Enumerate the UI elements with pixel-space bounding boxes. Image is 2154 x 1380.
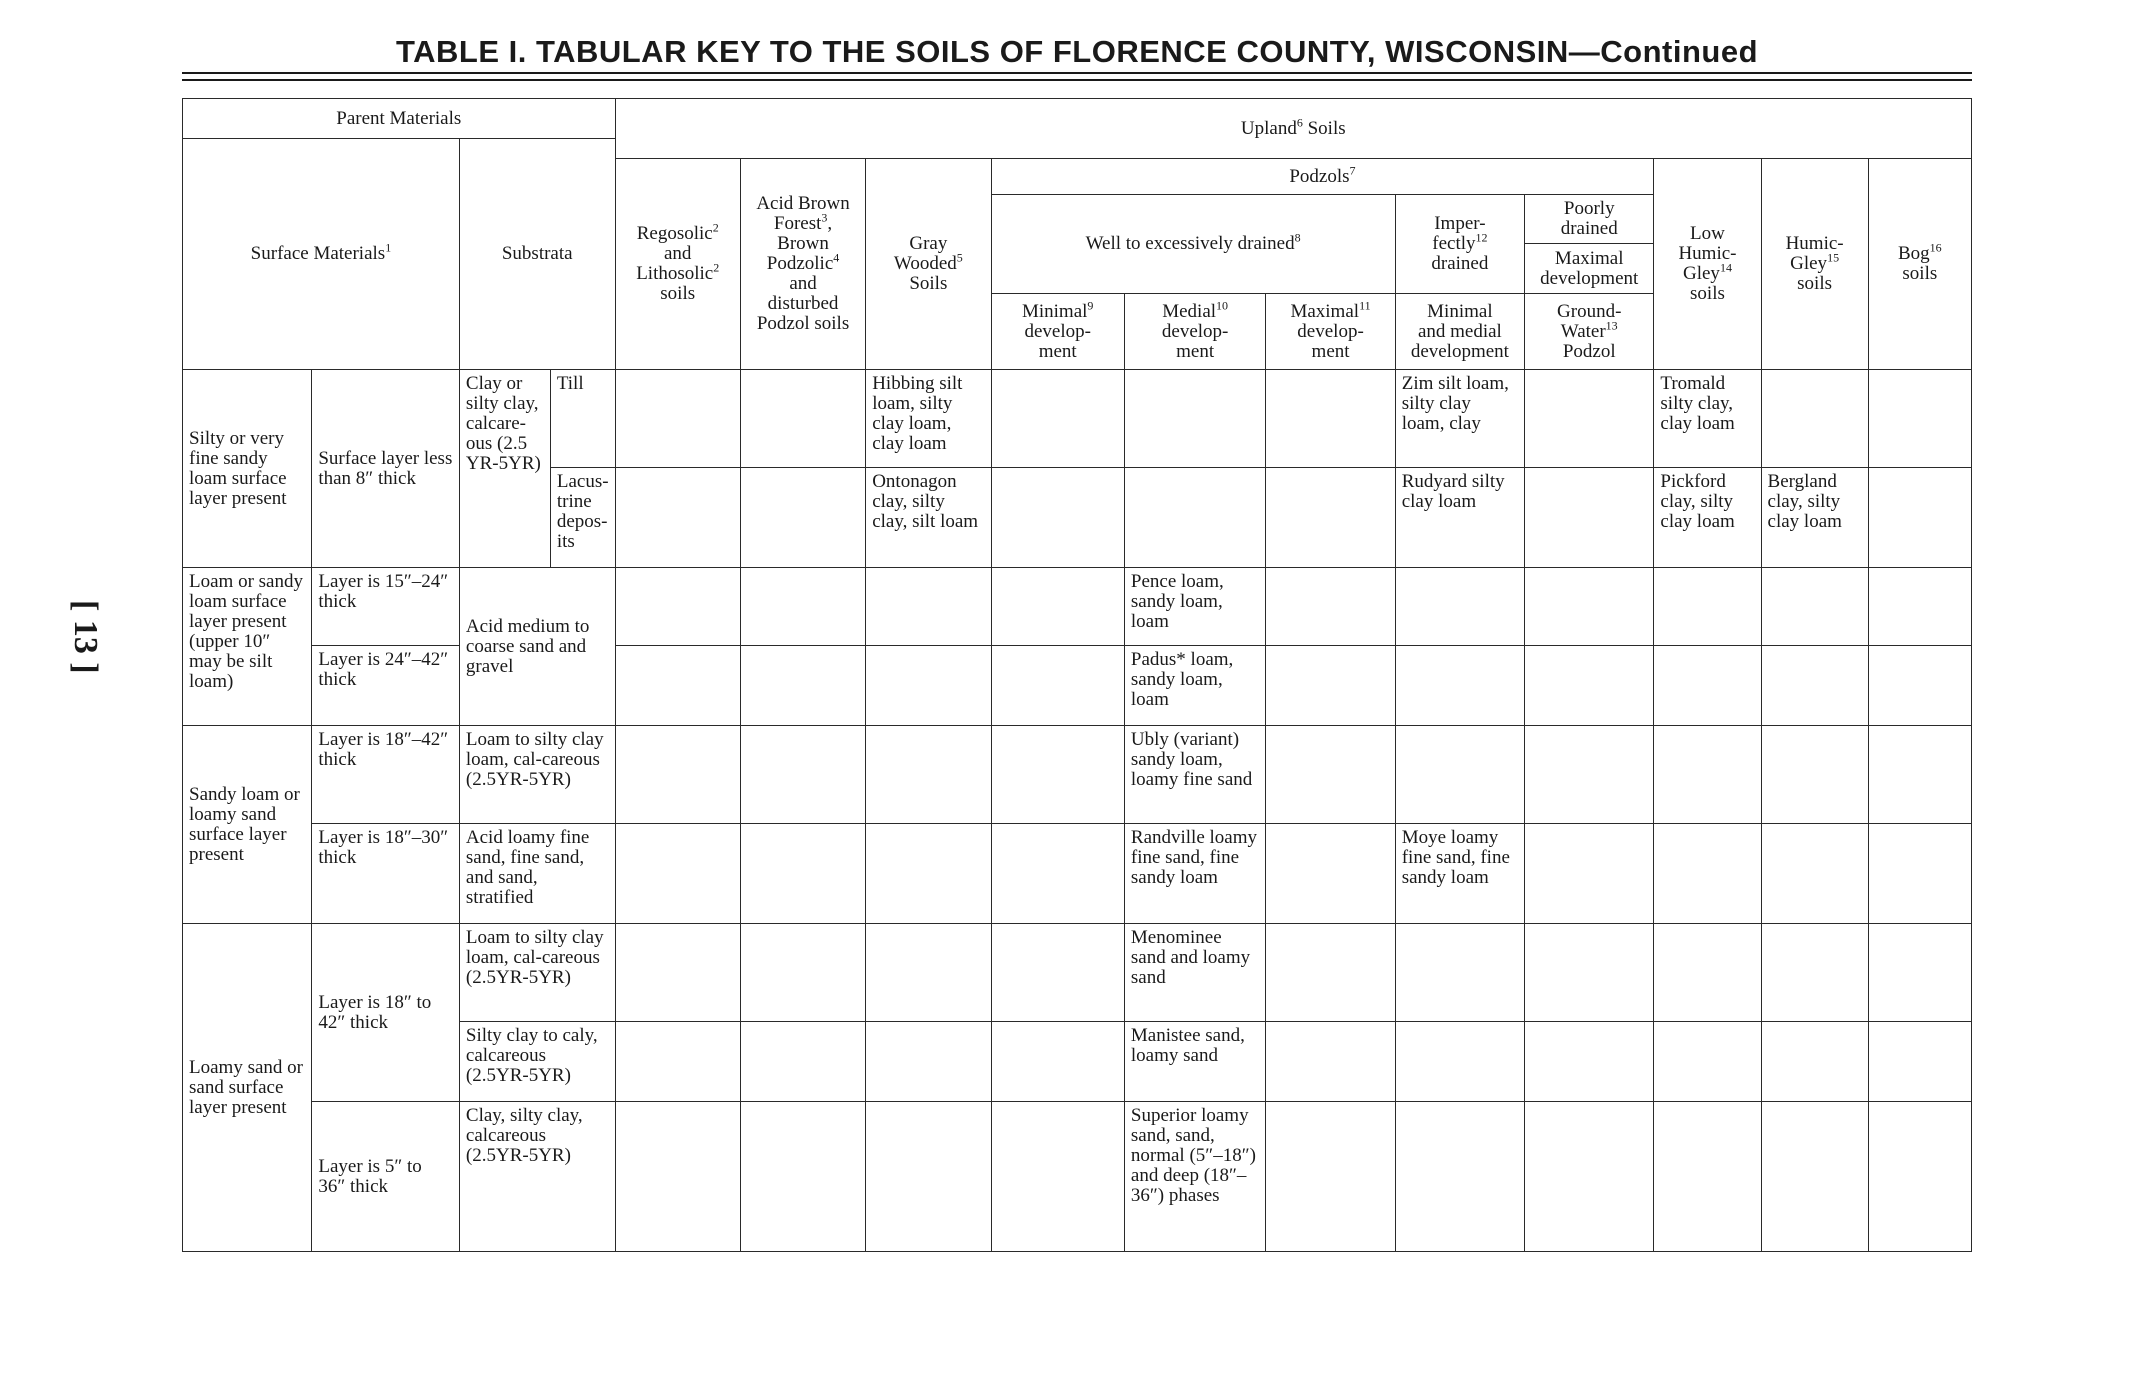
empty-cell	[615, 824, 740, 924]
imperfectly-drained-header: Imper- fectly$^{12}$ drained	[1395, 195, 1524, 294]
empty-cell	[1525, 924, 1654, 1022]
table-row	[183, 726, 1972, 824]
surface-layer-cell: Layer is 18″ to 42″ thick	[312, 924, 460, 1102]
empty-cell	[740, 370, 865, 468]
empty-cell	[1761, 1022, 1868, 1102]
surface-materials-header: Surface Materials$^1$	[183, 139, 460, 370]
empty-cell	[740, 824, 865, 924]
empty-cell	[866, 824, 991, 924]
empty-cell	[866, 568, 991, 646]
soil-cell: Superior loamy sand, sand, normal (5″–18″) and deep (18″–36″) phases	[1124, 1102, 1265, 1252]
podzols-header: Podzols$^7$	[991, 159, 1654, 195]
empty-cell	[1868, 646, 1971, 726]
empty-cell	[1395, 1102, 1524, 1252]
empty-cell	[740, 468, 865, 568]
surface-layer-cell: Layer is 24″–42″ thick	[312, 646, 460, 726]
empty-cell	[991, 824, 1124, 924]
empty-cell	[991, 568, 1124, 646]
table-row	[183, 824, 1972, 924]
empty-cell	[1124, 468, 1265, 568]
soil-cell: Pickford clay, silty clay loam	[1654, 468, 1761, 568]
empty-cell	[1761, 568, 1868, 646]
empty-cell	[1525, 568, 1654, 646]
title-rule-top	[182, 72, 1972, 74]
surface-material-cell: Loamy sand or sand surface layer present	[183, 924, 312, 1252]
empty-cell	[615, 646, 740, 726]
substrata-cell: Acid loamy fine sand, fine sand, and sand, stratified	[459, 824, 615, 924]
surface-material-cell: Loam or sandy loam surface layer present (upper 10″ may be silt loam)	[183, 568, 312, 726]
empty-cell	[1266, 646, 1395, 726]
surface-material-cell: Sandy loam or loamy sand surface layer present	[183, 726, 312, 924]
acid-brown-forest-header: Acid Brown Forest$^3$, Brown Podzolic$^4$ and disturbed Podzol soils	[740, 159, 865, 370]
empty-cell	[740, 1022, 865, 1102]
empty-cell	[1525, 726, 1654, 824]
empty-cell	[1868, 824, 1971, 924]
maximal-development-header: Maximal development	[1525, 244, 1654, 294]
empty-cell	[740, 646, 865, 726]
empty-cell	[991, 646, 1124, 726]
title-rule-bottom	[182, 79, 1972, 81]
substrata-header: Substrata	[459, 139, 615, 370]
empty-cell	[1654, 646, 1761, 726]
empty-cell	[991, 924, 1124, 1022]
substrata-cell: Loam to silty clay loam, cal-careous (2.5YR-5YR)	[459, 924, 615, 1022]
empty-cell	[991, 370, 1124, 468]
well-drained-header: Well to excessively drained$^8$	[991, 195, 1395, 294]
empty-cell	[1525, 370, 1654, 468]
empty-cell	[740, 726, 865, 824]
empty-cell	[1266, 726, 1395, 824]
empty-cell	[1868, 924, 1971, 1022]
empty-cell	[615, 924, 740, 1022]
soil-cell: Menominee sand and loamy sand	[1124, 924, 1265, 1022]
substrata-cell: Acid medium to coarse sand and gravel	[459, 568, 615, 726]
soil-cell: Moye loamy fine sand, fine sandy loam	[1395, 824, 1524, 924]
soil-cell: Tromald silty clay, clay loam	[1654, 370, 1761, 468]
surface-layer-cell: Layer is 18″–30″ thick	[312, 824, 460, 924]
table-row	[183, 1102, 1972, 1252]
soil-cell: Rudyard silty clay loam	[1395, 468, 1524, 568]
empty-cell	[1868, 370, 1971, 468]
empty-cell	[1266, 370, 1395, 468]
bog-header: Bog$^{16}$ soils	[1868, 159, 1971, 370]
substrata-type-cell: Lacus-trine depos-its	[550, 468, 615, 568]
table-row	[183, 646, 1972, 726]
empty-cell	[615, 726, 740, 824]
empty-cell	[1266, 468, 1395, 568]
empty-cell	[1868, 1022, 1971, 1102]
empty-cell	[1266, 924, 1395, 1022]
empty-cell	[866, 1102, 991, 1252]
empty-cell	[615, 1022, 740, 1102]
empty-cell	[1654, 1102, 1761, 1252]
empty-cell	[615, 1102, 740, 1252]
empty-cell	[1266, 1102, 1395, 1252]
table-row	[183, 370, 1972, 468]
surface-layer-cell: Layer is 15″–24″ thick	[312, 568, 460, 646]
empty-cell	[1868, 568, 1971, 646]
empty-cell	[740, 568, 865, 646]
empty-cell	[866, 726, 991, 824]
empty-cell	[1525, 646, 1654, 726]
maximal-header: Maximal$^{11}$ develop- ment	[1266, 294, 1395, 370]
table-row	[183, 924, 1972, 1022]
empty-cell	[1395, 924, 1524, 1022]
soil-cell: Pence loam, sandy loam, loam	[1124, 568, 1265, 646]
minimal-medial-header: Minimal and medial development	[1395, 294, 1524, 370]
gray-wooded-header: Gray Wooded$^5$ Soils	[866, 159, 991, 370]
table-row	[183, 568, 1972, 646]
empty-cell	[866, 924, 991, 1022]
empty-cell	[1525, 1102, 1654, 1252]
soil-cell: Padus* loam, sandy loam, loam	[1124, 646, 1265, 726]
page-title: TABLE I. TABULAR KEY TO THE SOILS OF FLORENCE COUNTY, WISCONSIN—Continued	[395, 34, 1759, 69]
empty-cell	[1654, 824, 1761, 924]
page-number: [ 13 ]	[67, 600, 104, 674]
soil-cell: Bergland clay, silty clay loam	[1761, 468, 1868, 568]
empty-cell	[740, 924, 865, 1022]
empty-cell	[1654, 726, 1761, 824]
upland-soils-header: Upland$^6$ Soils	[615, 99, 1971, 159]
medial-development-header: Medial$^{10}$ develop- ment	[1124, 294, 1265, 370]
humic-gley-header: Humic- Gley$^{15}$ soils	[1761, 159, 1868, 370]
soil-cell: Zim silt loam, silty clay loam, clay	[1395, 370, 1524, 468]
empty-cell	[1654, 1022, 1761, 1102]
empty-cell	[615, 468, 740, 568]
empty-cell	[866, 646, 991, 726]
surface-material-cell: Silty or very fine sandy loam surface layer present	[183, 370, 312, 568]
empty-cell	[615, 370, 740, 468]
empty-cell	[1395, 646, 1524, 726]
empty-cell	[1761, 824, 1868, 924]
empty-cell	[1395, 1022, 1524, 1102]
soil-cell: Ubly (variant) sandy loam, loamy fine sand	[1124, 726, 1265, 824]
soil-cell: Randville loamy fine sand, fine sandy loam	[1124, 824, 1265, 924]
empty-cell	[1761, 924, 1868, 1022]
empty-cell	[615, 568, 740, 646]
low-humic-gley-header: Low Humic- Gley$^{14}$ soils	[1654, 159, 1761, 370]
empty-cell	[1761, 646, 1868, 726]
empty-cell	[1761, 1102, 1868, 1252]
empty-cell	[1266, 824, 1395, 924]
soil-cell: Manistee sand, loamy sand	[1124, 1022, 1265, 1102]
empty-cell	[1124, 370, 1265, 468]
empty-cell	[991, 1022, 1124, 1102]
poorly-drained-header: Poorly drained	[1525, 195, 1654, 244]
empty-cell	[1654, 568, 1761, 646]
soil-key-table	[182, 98, 1972, 1252]
empty-cell	[1266, 568, 1395, 646]
soil-cell: Hibbing silt loam, silty clay loam, clay loam	[866, 370, 991, 468]
parent-materials-header: Parent Materials	[183, 99, 616, 139]
empty-cell	[991, 468, 1124, 568]
substrata-type-cell: Till	[550, 370, 615, 468]
substrata-cell: Clay, silty clay, calcareous (2.5YR-5YR)	[459, 1102, 615, 1252]
substrata-cell: Silty clay to caly, calcareous (2.5YR-5YR)	[459, 1022, 615, 1102]
ground-water-podzol-header: Ground- Water$^{13}$ Podzol	[1525, 294, 1654, 370]
substrata-cell: Clay or silty clay, calcare-ous (2.5 YR-5YR)	[459, 370, 550, 568]
empty-cell	[1395, 568, 1524, 646]
empty-cell	[1266, 1022, 1395, 1102]
surface-layer-cell: Layer is 18″–42″ thick	[312, 726, 460, 824]
regosolic-header: Regosolic$^2$ and Lithosolic$^2$ soils	[615, 159, 740, 370]
empty-cell	[1868, 468, 1971, 568]
surface-layer-cell: Layer is 5″ to 36″ thick	[312, 1102, 460, 1252]
empty-cell	[1761, 726, 1868, 824]
soil-cell: Ontonagon clay, silty clay, silt loam	[866, 468, 991, 568]
empty-cell	[1525, 468, 1654, 568]
empty-cell	[1395, 726, 1524, 824]
empty-cell	[1525, 824, 1654, 924]
substrata-cell: Loam to silty clay loam, cal-careous (2.5YR-5YR)	[459, 726, 615, 824]
empty-cell	[991, 1102, 1124, 1252]
empty-cell	[1654, 924, 1761, 1022]
empty-cell	[1868, 726, 1971, 824]
empty-cell	[1525, 1022, 1654, 1102]
empty-cell	[1761, 370, 1868, 468]
empty-cell	[740, 1102, 865, 1252]
minimal-development-header: Minimal$^9$ develop- ment	[991, 294, 1124, 370]
empty-cell	[1868, 1102, 1971, 1252]
empty-cell	[866, 1022, 991, 1102]
surface-layer-cell: Surface layer less than 8″ thick	[312, 370, 460, 568]
empty-cell	[991, 726, 1124, 824]
